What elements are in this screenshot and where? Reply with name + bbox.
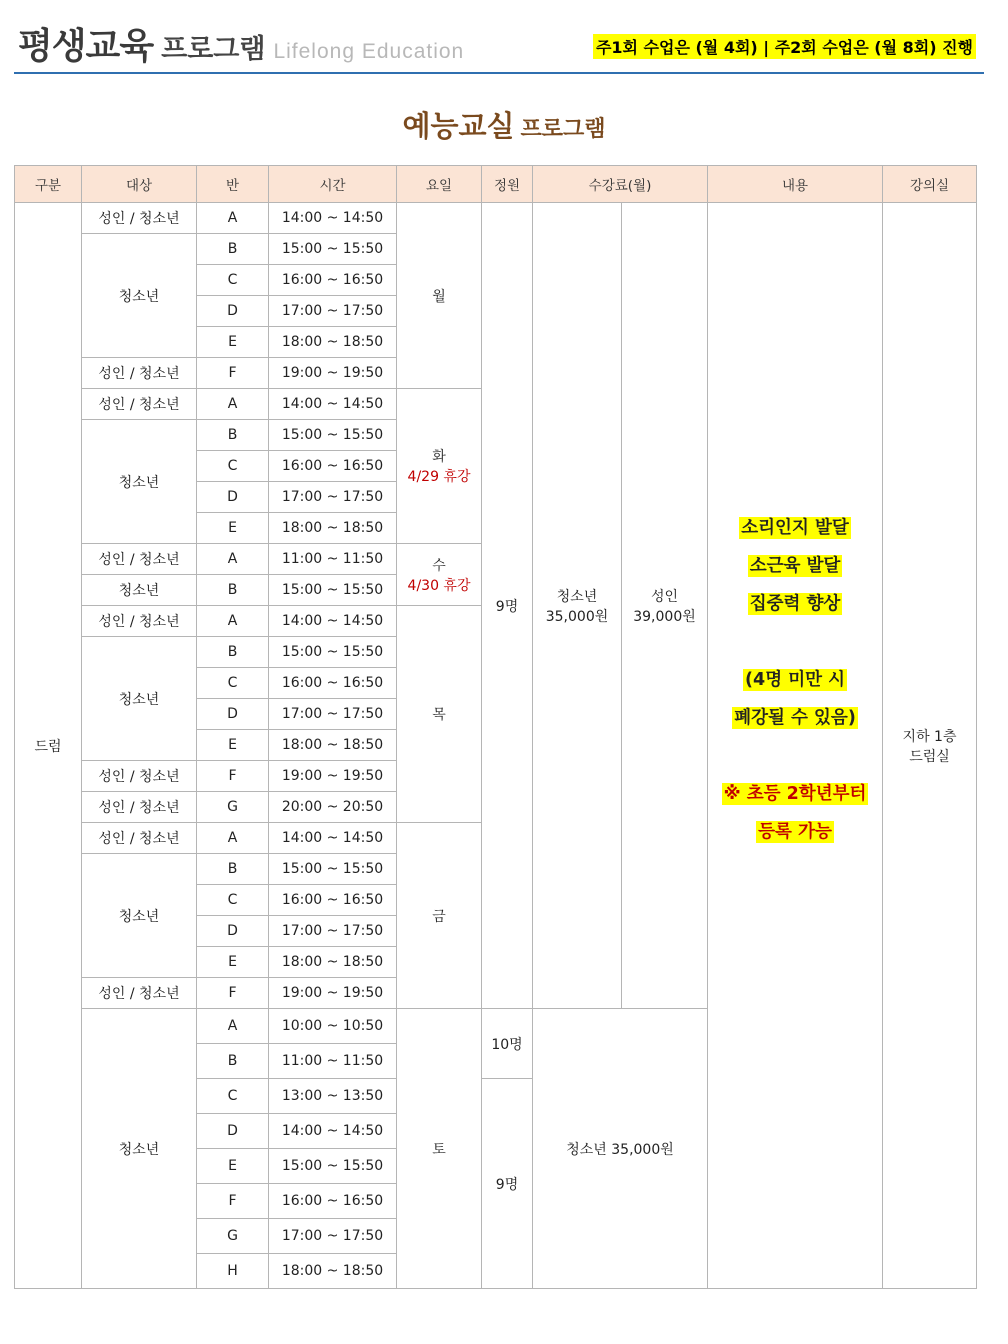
class-cell: A (197, 1009, 269, 1044)
header-category: 구분 (15, 166, 82, 203)
day-label-wed: 수 (432, 557, 446, 574)
class-cell: B (197, 575, 269, 606)
day-cell-mon: 월 (397, 203, 482, 389)
class-cell: C (197, 885, 269, 916)
class-cell: E (197, 1149, 269, 1184)
time-cell: 14:00 ~ 14:50 (269, 606, 397, 637)
target-cell: 성인 / 청소년 (82, 606, 197, 637)
fee-sat-cell: 청소년 35,000원 (533, 1009, 708, 1289)
class-cell: A (197, 203, 269, 234)
content-line: 등록 가능 (758, 821, 832, 842)
class-cell: D (197, 296, 269, 327)
time-cell: 15:00 ~ 15:50 (269, 854, 397, 885)
page-title (0, 104, 1008, 145)
time-cell: 19:00 ~ 19:50 (269, 978, 397, 1009)
target-cell: 청소년 (82, 854, 197, 978)
class-cell: F (197, 978, 269, 1009)
fee-youth-text: 청소년 35,000원 (545, 588, 609, 625)
target-cell: 청소년 (82, 1009, 197, 1289)
time-cell: 15:00 ~ 15:50 (269, 1149, 397, 1184)
time-cell: 16:00 ~ 16:50 (269, 1184, 397, 1219)
fee-youth-cell (533, 203, 622, 1009)
time-cell: 16:00 ~ 16:50 (269, 451, 397, 482)
time-cell: 20:00 ~ 20:50 (269, 792, 397, 823)
target-cell: 청소년 (82, 234, 197, 358)
class-cell: E (197, 513, 269, 544)
day-cell-fri: 금 (397, 823, 482, 1009)
target-cell: 청소년 (82, 637, 197, 761)
time-cell: 16:00 ~ 16:50 (269, 885, 397, 916)
class-cell: E (197, 947, 269, 978)
target-cell: 성인 / 청소년 (82, 203, 197, 234)
class-cell: B (197, 1044, 269, 1079)
header-title-main: 평생교육 (18, 26, 154, 67)
content-line: 소리인지 발달 (741, 517, 849, 538)
holiday-note-wed: 4/30 휴강 (407, 577, 471, 594)
page-title-sub: 프로그램 (520, 117, 606, 142)
target-cell: 성인 / 청소년 (82, 978, 197, 1009)
target-cell: 청소년 (82, 420, 197, 544)
class-cell: C (197, 1079, 269, 1114)
capacity-cell-sat: 10명 (482, 1009, 533, 1079)
header-content: 내용 (708, 166, 883, 203)
day-cell-thu: 목 (397, 606, 482, 823)
class-cell: B (197, 637, 269, 668)
capacity-cell: 9명 (482, 203, 533, 1009)
time-cell: 15:00 ~ 15:50 (269, 234, 397, 265)
class-cell: B (197, 420, 269, 451)
day-label-tue: 화 (432, 449, 446, 465)
day-cell-sat: 토 (397, 1009, 482, 1289)
target-cell: 성인 / 청소년 (82, 389, 197, 420)
content-cell (708, 203, 883, 1289)
class-cell: F (197, 1184, 269, 1219)
target-cell: 청소년 (82, 575, 197, 606)
class-cell: E (197, 730, 269, 761)
time-cell: 17:00 ~ 17:50 (269, 296, 397, 327)
holiday-note-tue: 4/29 휴강 (407, 469, 471, 485)
day-cell-wed (397, 544, 482, 606)
time-cell: 17:00 ~ 17:50 (269, 482, 397, 513)
room-cell (883, 203, 977, 1289)
category-cell: 드럼 (15, 203, 82, 1289)
capacity-cell-sat: 9명 (482, 1079, 533, 1289)
class-cell: A (197, 823, 269, 854)
class-cell: F (197, 761, 269, 792)
time-cell: 19:00 ~ 19:50 (269, 358, 397, 389)
header-target: 대상 (82, 166, 197, 203)
time-cell: 14:00 ~ 14:50 (269, 389, 397, 420)
header-fee: 수강료(월) (533, 166, 708, 203)
class-cell: F (197, 358, 269, 389)
time-cell: 10:00 ~ 10:50 (269, 1009, 397, 1044)
class-cell: C (197, 265, 269, 296)
schedule-table (14, 165, 977, 1289)
time-cell: 11:00 ~ 11:50 (269, 544, 397, 575)
header-title-sub: 프로그램 (161, 34, 266, 65)
time-cell: 11:00 ~ 11:50 (269, 1044, 397, 1079)
class-cell: C (197, 451, 269, 482)
content-line: (4명 미만 시 (745, 669, 845, 690)
day-cell-tue (397, 389, 482, 544)
target-cell: 성인 / 청소년 (82, 358, 197, 389)
time-cell: 14:00 ~ 14:50 (269, 1114, 397, 1149)
time-cell: 18:00 ~ 18:50 (269, 947, 397, 978)
class-cell: D (197, 482, 269, 513)
content-line: 집중력 향상 (749, 593, 841, 614)
header-divider (14, 72, 984, 74)
time-cell: 17:00 ~ 17:50 (269, 916, 397, 947)
time-cell: 14:00 ~ 14:50 (269, 823, 397, 854)
target-cell: 성인 / 청소년 (82, 761, 197, 792)
class-cell: A (197, 389, 269, 420)
time-cell: 16:00 ~ 16:50 (269, 668, 397, 699)
time-cell: 17:00 ~ 17:50 (269, 699, 397, 730)
class-cell: C (197, 668, 269, 699)
time-cell: 18:00 ~ 18:50 (269, 513, 397, 544)
content-box (708, 509, 882, 851)
content-line: 폐강될 수 있음) (734, 707, 856, 728)
time-cell: 15:00 ~ 15:50 (269, 637, 397, 668)
class-cell: G (197, 792, 269, 823)
session-note: 주1회 수업은 (월 4회) | 주2회 수업은 (월 8회) 진행 (593, 34, 976, 59)
header-title (18, 18, 464, 69)
fee-adult-cell (622, 203, 708, 1009)
content-line: ※ 초등 2학년부터 (723, 783, 867, 804)
class-cell: D (197, 699, 269, 730)
class-cell: G (197, 1219, 269, 1254)
room-text: 지하 1층 드럼실 (902, 728, 957, 765)
target-cell: 성인 / 청소년 (82, 544, 197, 575)
header-class: 반 (197, 166, 269, 203)
time-cell: 14:00 ~ 14:50 (269, 203, 397, 234)
target-cell: 성인 / 청소년 (82, 792, 197, 823)
table-header-row (15, 166, 977, 203)
header-room: 강의실 (883, 166, 977, 203)
class-cell: E (197, 327, 269, 358)
header-title-en: Lifelong Education (273, 40, 465, 63)
time-cell: 15:00 ~ 15:50 (269, 575, 397, 606)
page-title-main: 예능교실 (402, 109, 515, 143)
fee-adult-text: 성인 39,000원 (633, 588, 696, 625)
class-cell: B (197, 854, 269, 885)
page-header (14, 12, 984, 74)
table-row (15, 203, 977, 234)
time-cell: 18:00 ~ 18:50 (269, 730, 397, 761)
class-cell: A (197, 544, 269, 575)
target-cell: 성인 / 청소년 (82, 823, 197, 854)
time-cell: 15:00 ~ 15:50 (269, 420, 397, 451)
class-cell: D (197, 916, 269, 947)
class-cell: B (197, 234, 269, 265)
header-day: 요일 (397, 166, 482, 203)
time-cell: 17:00 ~ 17:50 (269, 1219, 397, 1254)
header-time: 시간 (269, 166, 397, 203)
content-line: 소근육 발달 (749, 555, 841, 576)
class-cell: D (197, 1114, 269, 1149)
class-cell: A (197, 606, 269, 637)
time-cell: 16:00 ~ 16:50 (269, 265, 397, 296)
time-cell: 19:00 ~ 19:50 (269, 761, 397, 792)
time-cell: 13:00 ~ 13:50 (269, 1079, 397, 1114)
time-cell: 18:00 ~ 18:50 (269, 1254, 397, 1289)
header-capacity: 정원 (482, 166, 533, 203)
class-cell: H (197, 1254, 269, 1289)
time-cell: 18:00 ~ 18:50 (269, 327, 397, 358)
